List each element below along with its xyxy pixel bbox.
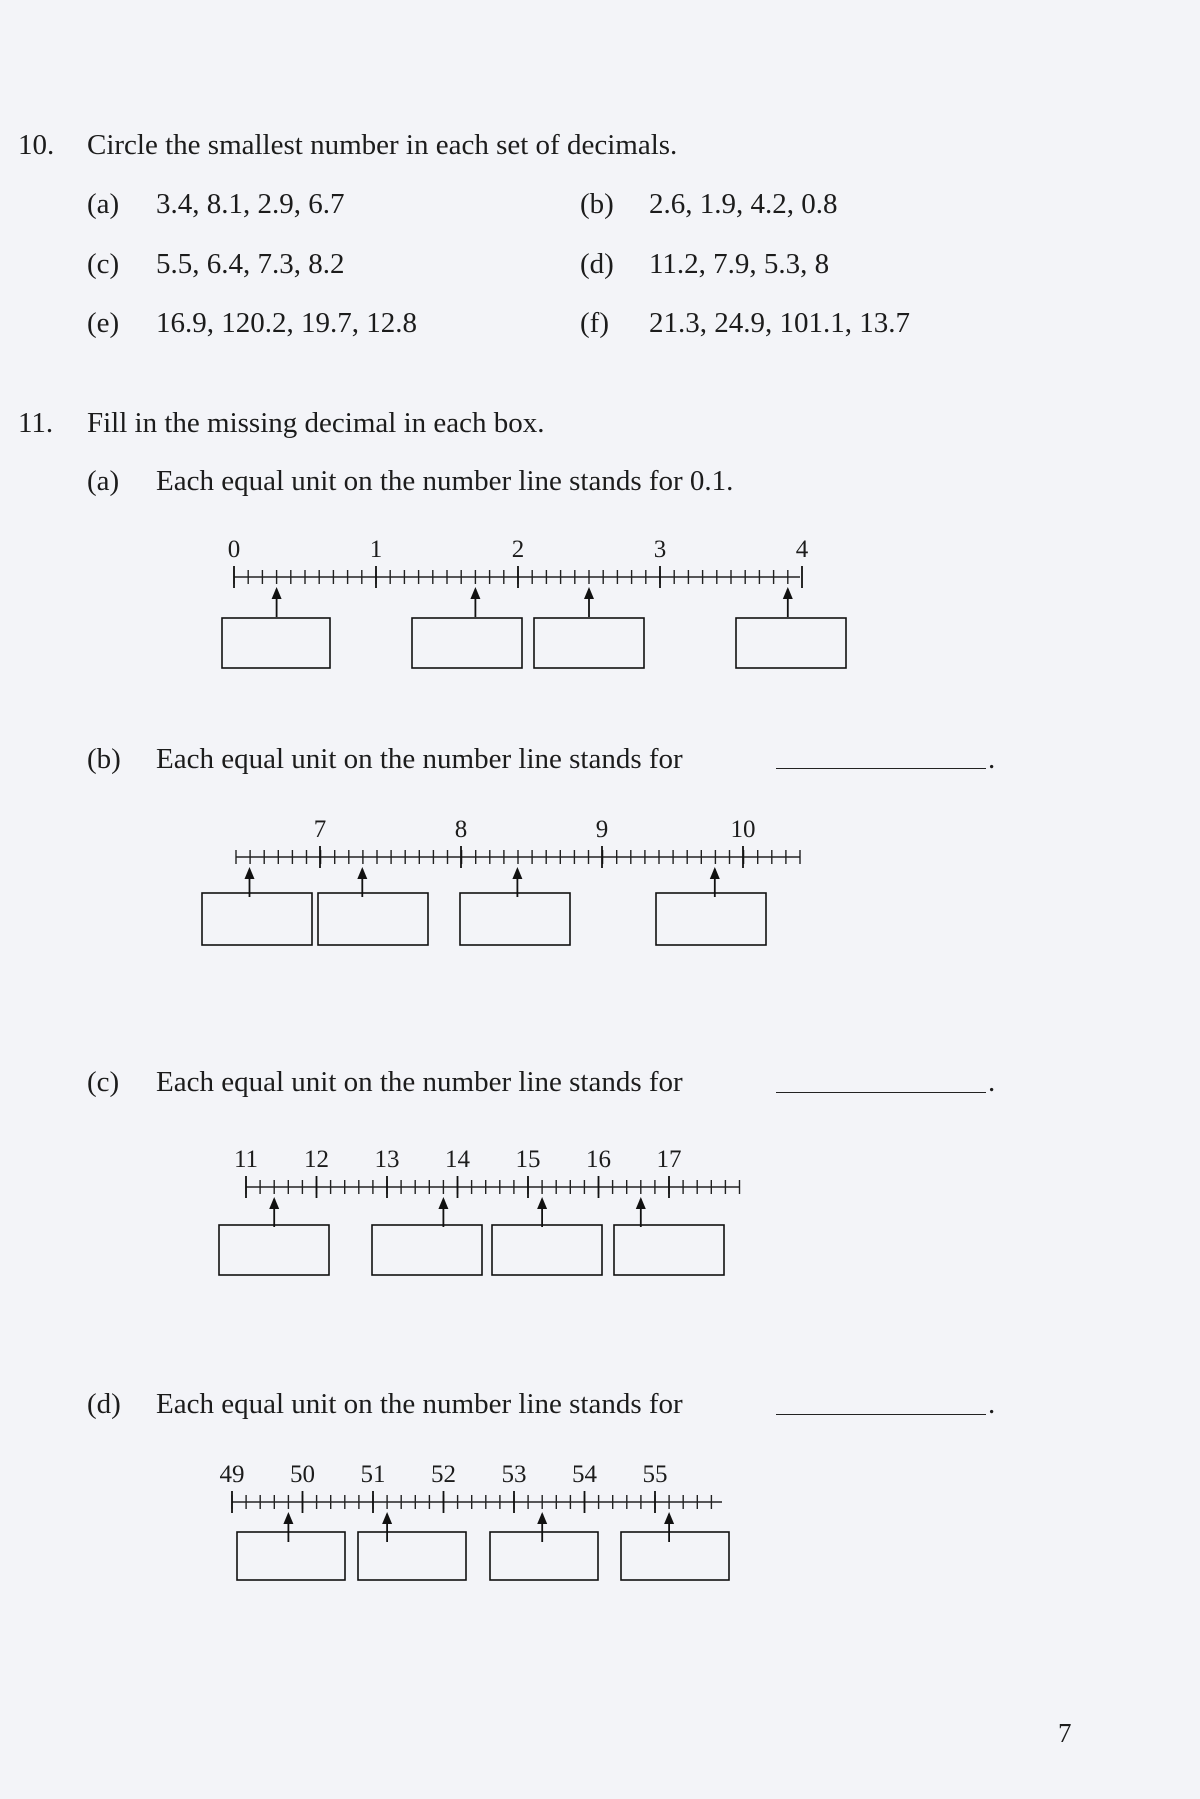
arrow-head — [357, 867, 367, 879]
tick-label: 8 — [454, 816, 468, 843]
q10f-label: (f) — [580, 307, 609, 339]
q11c-period: . — [988, 1066, 996, 1098]
answer-box — [621, 1532, 729, 1580]
q10b-values[interactable]: 2.6, 1.9, 4.2, 0.8 — [649, 188, 838, 220]
answer-box — [490, 1532, 598, 1580]
q11d-label: (d) — [87, 1388, 121, 1420]
tick-label: 50 — [290, 1461, 315, 1488]
q11-prompt: Fill in the missing decimal in each box. — [87, 407, 545, 439]
q10a-values[interactable]: 3.4, 8.1, 2.9, 6.7 — [156, 188, 345, 220]
answer-box — [372, 1225, 482, 1275]
tick-label: 9 — [595, 816, 609, 843]
q11d-unit-blank[interactable] — [776, 1414, 986, 1415]
q11b-label: (b) — [87, 743, 121, 775]
arrow-head — [269, 1197, 279, 1209]
arrow-head — [438, 1197, 448, 1209]
q11d-text: Each equal unit on the number line stands for — [156, 1388, 683, 1420]
q11a-label: (a) — [87, 465, 120, 497]
arrow-head — [245, 867, 255, 879]
q10-number: 10. — [18, 129, 55, 161]
number-line-b — [0, 815, 1200, 955]
answer-box — [237, 1532, 345, 1580]
number-line-c — [0, 1145, 1200, 1285]
tick-label: 16 — [586, 1146, 611, 1173]
answer-box — [492, 1225, 602, 1275]
arrow-head — [783, 587, 793, 599]
tick-label: 15 — [515, 1146, 541, 1173]
tick-label: 10 — [730, 816, 756, 843]
tick-label: 52 — [431, 1461, 456, 1488]
arrow-head — [537, 1512, 547, 1524]
q11b-period: . — [988, 743, 996, 775]
q10a-label: (a) — [87, 188, 120, 220]
arrow-head — [512, 867, 522, 879]
tick-label: 54 — [572, 1461, 597, 1488]
arrow-head — [382, 1512, 392, 1524]
page-number: 7 — [1058, 1718, 1072, 1748]
answer-box — [614, 1225, 724, 1275]
number-line-d — [0, 1460, 1200, 1600]
tick-label: 7 — [313, 816, 327, 843]
q10f-values[interactable]: 21.3, 24.9, 101.1, 13.7 — [649, 307, 910, 339]
q10e-label: (e) — [87, 307, 120, 339]
tick-label: 1 — [369, 536, 383, 563]
arrow-head — [636, 1197, 646, 1209]
q10d-label: (d) — [580, 248, 614, 280]
tick-label: 51 — [360, 1461, 386, 1488]
q11c-label: (c) — [87, 1066, 120, 1098]
answer-box — [222, 618, 330, 668]
q10b-label: (b) — [580, 188, 614, 220]
answer-box — [656, 893, 766, 945]
q11c-unit-blank[interactable] — [776, 1092, 986, 1093]
q10-prompt: Circle the smallest number in each set of decimals. — [87, 129, 678, 161]
arrow-head — [584, 587, 594, 599]
arrow-head — [283, 1512, 293, 1524]
number-line-a — [0, 535, 1200, 675]
arrow-head — [537, 1197, 547, 1209]
q11b-unit-blank[interactable] — [776, 768, 986, 769]
tick-label: 11 — [233, 1146, 259, 1173]
tick-label: 3 — [653, 536, 667, 563]
answer-box — [219, 1225, 329, 1275]
answer-box — [736, 618, 846, 668]
answer-box — [460, 893, 570, 945]
answer-box — [358, 1532, 466, 1580]
q11d-period: . — [988, 1388, 996, 1420]
q11-number: 11. — [18, 407, 54, 439]
answer-box — [318, 893, 428, 945]
tick-label: 14 — [445, 1146, 470, 1173]
q10d-values[interactable]: 11.2, 7.9, 5.3, 8 — [649, 248, 830, 280]
tick-label: 55 — [642, 1461, 668, 1488]
tick-label: 17 — [656, 1146, 682, 1173]
answer-box — [412, 618, 522, 668]
tick-label: 0 — [227, 536, 241, 563]
tick-label: 2 — [511, 536, 525, 563]
tick-label: 4 — [795, 536, 809, 563]
q11b-text: Each equal unit on the number line stands for — [156, 743, 683, 775]
q10e-values[interactable]: 16.9, 120.2, 19.7, 12.8 — [156, 307, 417, 339]
arrow-head — [710, 867, 720, 879]
arrow-head — [664, 1512, 674, 1524]
answer-box — [202, 893, 312, 945]
tick-label: 53 — [501, 1461, 527, 1488]
arrow-head — [470, 587, 480, 599]
arrow-head — [272, 587, 282, 599]
tick-label: 12 — [304, 1146, 329, 1173]
answer-box — [534, 618, 644, 668]
q11c-text: Each equal unit on the number line stands for — [156, 1066, 683, 1098]
tick-label: 49 — [219, 1461, 245, 1488]
q11a-text: Each equal unit on the number line stands for 0.1. — [156, 465, 734, 497]
q10c-values[interactable]: 5.5, 6.4, 7.3, 8.2 — [156, 248, 345, 280]
tick-label: 13 — [374, 1146, 400, 1173]
q10c-label: (c) — [87, 248, 120, 280]
